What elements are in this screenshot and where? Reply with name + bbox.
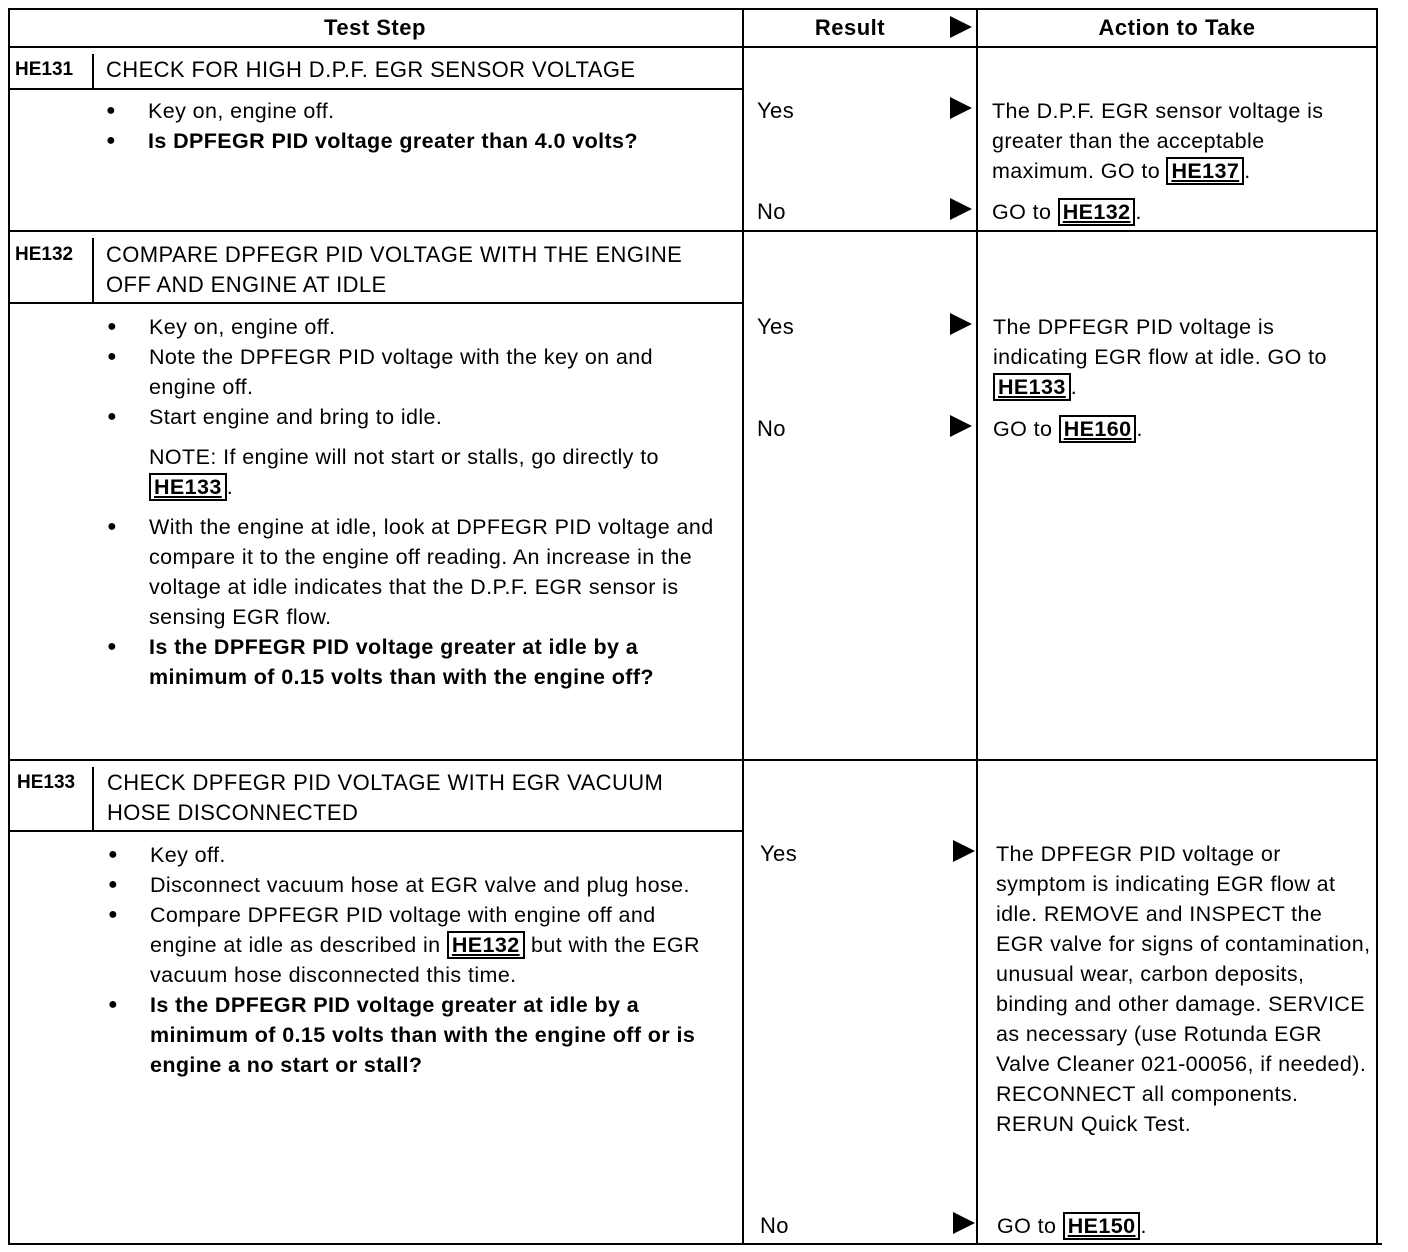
- result-no: No: [757, 199, 786, 224]
- code-divider-he133: [92, 767, 94, 830]
- step-title-underline-he131: [8, 88, 744, 90]
- bullet-item: ● Disconnect vacuum hose at EGR valve and plug hose.: [108, 870, 728, 900]
- bullet-question: ● Is the DPFEGR PID voltage greater at idle by a minimum of 0.15 volts than with the engine off or is engine a no start or stall?: [108, 990, 728, 1080]
- result-no: No: [760, 1213, 789, 1238]
- result-no: No: [757, 416, 786, 441]
- bullet-item: ● Start engine and bring to idle.: [107, 402, 717, 432]
- action-text: The DPFEGR PID voltage or symptom is indicating EGR flow at idle. REMOVE and INSPECT the EGR valve for signs of contamination, unusual wear, carbon deposits, binding and other damage. SERVICE as necessary (use Rotunda EGR Valve Cleaner 021-00056, if needed). RECONNECT all components. RERUN Quick Test.: [996, 842, 1371, 1136]
- step-separator-he132: [8, 230, 1378, 232]
- step-bullets: [108, 840, 728, 1080]
- step-code: HE133: [17, 772, 76, 793]
- step-bullets: [107, 312, 717, 692]
- bullet-question: ● Is the DPFEGR PID voltage greater at idle by a minimum of 0.15 volts than with the engine off?: [107, 632, 717, 692]
- action-text: The D.P.F. EGR sensor voltage is greater than the acceptable maximum. GO to HE137 .: [992, 99, 1324, 183]
- header-action: Action to Take: [1098, 15, 1256, 40]
- result-arrow-icon: [953, 840, 975, 862]
- step-bullets: [106, 96, 706, 156]
- bullet-question: ● Is DPFEGR PID voltage greater than 4.0 volts?: [106, 126, 706, 156]
- header-arrow-icon: [950, 16, 972, 38]
- column-divider-result: [742, 8, 744, 1245]
- result-arrow-icon: [950, 415, 972, 437]
- result-arrow-icon: [950, 198, 972, 220]
- step-reference-link[interactable]: HE133: [993, 373, 1071, 401]
- header-test-step: Test Step: [324, 15, 426, 40]
- step-title-underline-he133: [8, 830, 744, 832]
- step-reference-link[interactable]: HE160: [1059, 415, 1137, 443]
- header-result: Result: [814, 15, 886, 40]
- bullet-item: ● Key on, engine off.: [107, 312, 717, 342]
- table-border-top: [8, 8, 1378, 10]
- step-title: COMPARE DPFEGR PID VOLTAGE WITH THE ENGINE OFF AND ENGINE AT IDLE: [106, 242, 683, 297]
- step-note: NOTE: If engine will not start or stalls, go directly to HE133 .: [149, 445, 659, 499]
- bullet-item: ● Key on, engine off.: [106, 96, 706, 126]
- result-yes: Yes: [760, 841, 798, 866]
- step-title-underline-he132: [8, 302, 744, 304]
- header-divider: [8, 46, 1378, 48]
- step-title: CHECK DPFEGR PID VOLTAGE WITH EGR VACUUM HOSE DISCONNECTED: [107, 770, 664, 825]
- column-divider-action: [976, 8, 978, 1245]
- step-reference-link[interactable]: HE132: [447, 931, 525, 959]
- code-divider-he132: [92, 238, 94, 302]
- table-border-right: [1376, 8, 1378, 1245]
- step-reference-link[interactable]: HE132: [1058, 198, 1136, 226]
- step-code: HE132: [15, 244, 74, 265]
- action-text: GO to HE150 .: [997, 1214, 1147, 1238]
- bullet-item: ● With the engine at idle, look at DPFEGR PID voltage and compare it to the engine off reading. An increase in the voltage at idle indicates that the D.P.F. EGR sensor is sensing EGR flow.: [107, 512, 717, 632]
- result-arrow-icon: [950, 97, 972, 119]
- code-divider-he131: [92, 54, 94, 88]
- step-separator-he133: [8, 759, 1378, 761]
- result-yes: Yes: [757, 314, 795, 339]
- step-reference-link[interactable]: HE137: [1166, 157, 1244, 185]
- step-reference-link[interactable]: HE133: [149, 473, 227, 501]
- action-text: GO to HE132 .: [992, 200, 1142, 224]
- result-yes: Yes: [757, 98, 795, 123]
- bullet-item: ● Note the DPFEGR PID voltage with the key on and engine off.: [107, 342, 717, 402]
- result-arrow-icon: [953, 1212, 975, 1234]
- step-reference-link[interactable]: HE150: [1063, 1212, 1141, 1240]
- step-code: HE131: [15, 59, 74, 80]
- action-text: GO to HE160 .: [993, 417, 1143, 441]
- action-text: The DPFEGR PID voltage is indicating EGR flow at idle. GO to HE133 .: [993, 315, 1327, 399]
- step-title: CHECK FOR HIGH D.P.F. EGR SENSOR VOLTAGE: [106, 57, 636, 82]
- bullet-item: ● Key off.: [108, 840, 728, 870]
- result-arrow-icon: [950, 313, 972, 335]
- table-border-bottom: [8, 1243, 1382, 1245]
- table-border-left: [8, 8, 10, 1245]
- bullet-item: ● Compare DPFEGR PID voltage with engine off and engine at idle as described in HE132 but with the EGR vacuum hose disconnected this time.: [108, 900, 728, 990]
